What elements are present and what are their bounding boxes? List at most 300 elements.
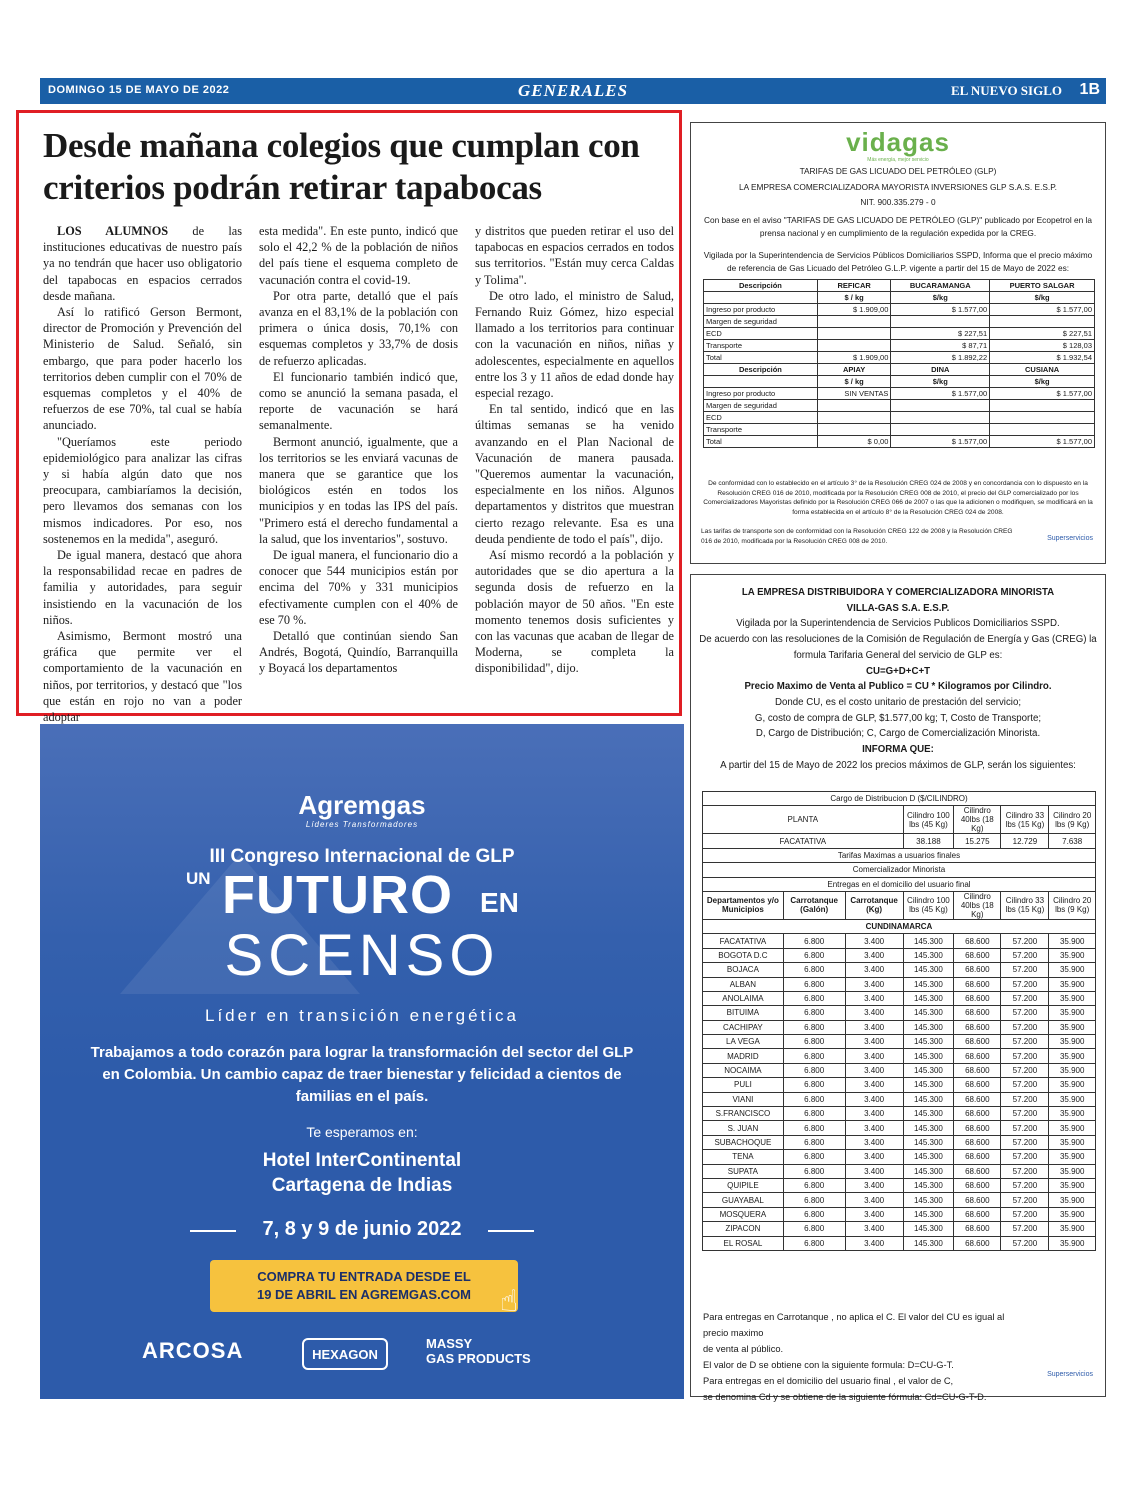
sponsor-arcosa-logo: ARCOSA — [142, 1338, 244, 1363]
table-cell: 6.800 — [783, 1150, 845, 1164]
article-paragraph: De igual manera, el funcionario dio a conocer que 544 municipios están por encima del 70% y 331 municipios efectivamente cumplen con el 40% de ese 70 %. — [259, 548, 458, 627]
table-cell: 35.900 — [1049, 1020, 1096, 1034]
table-cell: FACATATIVA — [703, 834, 904, 848]
ad-body-text: Trabajamos a todo corazón para lograr la transformación del sector del GLP en Colombia. Un cambio capaz de traer bienestar y felicidad a cientos de familias en el país. — [90, 1044, 634, 1105]
villagas-line: Vigilada por la Superintendencia de Servicios Publicos Domiciliarios SSPD. — [736, 618, 1060, 630]
table-cell: 6.800 — [783, 1006, 845, 1020]
villagas-notice — [690, 574, 1106, 1402]
table-cell: 145.300 — [903, 977, 954, 991]
table-cell: LA VEGA — [703, 1035, 784, 1049]
hexagon-name: HEXAGON — [312, 1347, 378, 1362]
table-cell: 145.300 — [903, 1035, 954, 1049]
table-cell: Comercializador Minorista — [703, 863, 1096, 877]
table-cell: SUPATA — [703, 1164, 784, 1178]
table-cell: $ 1.577,00 — [990, 304, 1095, 316]
table-cell: Cilindro 20 lbs (9 Kg) — [1049, 806, 1096, 834]
table-cell — [990, 412, 1095, 424]
table-cell: APIAY — [817, 364, 891, 376]
table-row — [703, 863, 1096, 877]
table-cell: Departamentos y/o Municipios — [703, 891, 784, 919]
table-cell: 68.600 — [954, 1236, 1001, 1250]
villagas-line: formula Tarifaria General del servicio de GLP es: — [793, 649, 1003, 661]
article-paragraph: En tal sentido, indicó que en las últimas semanas se ha venido avanzando en el Plan Nacional de Vacunación de manera pausada. "Queremos aumentar la vacunación, especialmente en los niños. Algunos departamentos y distritos que muestran cierto rezago relevante. Esa es una deuda pendiente de todo el país", dijo. — [475, 402, 674, 546]
table-cell: GUAYABAL — [703, 1193, 784, 1207]
table-row — [704, 364, 1095, 376]
slogan-en: EN — [480, 887, 519, 918]
villagas-price-table — [702, 791, 1096, 1251]
table-row — [703, 963, 1096, 977]
article-paragraph: Detalló que continúan siendo San Andrés, Bogotá, Quindío, Barranquilla y Boyacá los departamentos — [259, 629, 458, 676]
table-cell: 57.200 — [1001, 1193, 1049, 1207]
table-cell: 57.200 — [1001, 1035, 1049, 1049]
vidagas-notice — [690, 122, 1106, 564]
article-paragraph: De otro lado, el ministro de Salud, Fernando Ruiz Gómez, hizo especial llamado a los territorios para continuar con la vacunación en niños, niñas y adolescentes, especialmente en aquellos entre los 3 y 11 años de edad donde hay especial rezago. — [475, 288, 674, 401]
table-cell: 35.900 — [1049, 1078, 1096, 1092]
table-cell: MADRID — [703, 1049, 784, 1063]
table-cell: 57.200 — [1001, 1063, 1049, 1077]
villagas-footer — [703, 1309, 1025, 1405]
table-cell: Tarifas Maximas a usuarios finales — [703, 848, 1096, 862]
table-cell: 145.300 — [903, 1178, 954, 1192]
page-number: 1B — [1079, 81, 1100, 98]
table-row — [703, 1121, 1096, 1135]
table-row — [704, 436, 1095, 448]
article-paragraph: De igual manera, destacó que ahora la responsabilidad recae en padres de familia y autoridades, para seguir insistiendo en la vacunación de los niños. — [43, 548, 242, 627]
table-cell: $ / kg — [817, 292, 891, 304]
table-cell: 145.300 — [903, 948, 954, 962]
table-cell: FACATATIVA — [703, 934, 784, 948]
table-cell: Carrotanque (Galón) — [783, 891, 845, 919]
table-cell: 3.400 — [845, 1222, 903, 1236]
table-cell: $ 1.577,00 — [891, 304, 990, 316]
article-headline: Desde mañana colegios que cumplan con criterios podrán retirar tapabocas — [43, 126, 640, 207]
table-cell: 3.400 — [845, 1107, 903, 1121]
table-row — [704, 316, 1095, 328]
table-cell: 7.638 — [1049, 834, 1096, 848]
table-cell: Margen de seguridad — [704, 316, 818, 328]
ad-venue-intro: Te esperamos en: — [306, 1124, 418, 1140]
massy-line-1: MASSY — [426, 1336, 473, 1351]
table-cell: 68.600 — [954, 1006, 1001, 1020]
table-cell: 57.200 — [1001, 977, 1049, 991]
table-cell: 68.600 — [954, 1164, 1001, 1178]
table-cell: $/kg — [990, 292, 1095, 304]
table-cell: QUIPILE — [703, 1178, 784, 1192]
table-cell — [704, 376, 818, 388]
table-cell: 35.900 — [1049, 934, 1096, 948]
table-cell: 35.900 — [1049, 1006, 1096, 1020]
vidagas-title: TARIFAS DE GAS LICUADO DEL PETRÓLEO (GLP) — [799, 166, 997, 176]
table-cell: 57.200 — [1001, 948, 1049, 962]
table-cell: 57.200 — [1001, 1006, 1049, 1020]
table-cell: 145.300 — [903, 934, 954, 948]
table-cell: $ 87,71 — [891, 340, 990, 352]
table-cell: 6.800 — [783, 1020, 845, 1034]
table-cell: ECD — [704, 328, 818, 340]
table-cell: 57.200 — [1001, 934, 1049, 948]
table-cell: 57.200 — [1001, 1092, 1049, 1106]
table-cell: 3.400 — [845, 1078, 903, 1092]
cta-line-1: COMPRA TU ENTRADA DESDE EL — [257, 1269, 471, 1284]
table-cell: $ 227,51 — [891, 328, 990, 340]
table-cell: 68.600 — [954, 1222, 1001, 1236]
table-row — [703, 977, 1096, 991]
villagas-line: Donde CU, es el costo unitario de prestación del servicio; — [774, 696, 1022, 708]
table-cell: PULI — [703, 1078, 784, 1092]
table-row — [704, 388, 1095, 400]
table-cell: 145.300 — [903, 1020, 954, 1034]
agremgas-advertisement — [40, 724, 684, 1399]
table-cell: $ 128,03 — [990, 340, 1095, 352]
table-cell: PLANTA — [703, 806, 904, 834]
table-cell: Cilindro 100 lbs (45 Kg) — [903, 891, 954, 919]
villagas-footer-line: se denomina Cd y se obtiene de la siguiente fórmula: Cd=CU-G-T-D. — [703, 1392, 987, 1402]
table-cell: 3.400 — [845, 1092, 903, 1106]
table-cell: Descripción — [704, 364, 818, 376]
table-cell: Margen de seguridad — [704, 400, 818, 412]
vidagas-price-table — [703, 279, 1095, 448]
table-row — [703, 1135, 1096, 1149]
table-row — [703, 1020, 1096, 1034]
villagas-line: Precio Maximo de Venta al Publico = CU * Kilogramos por Cilindro. — [744, 681, 1052, 693]
table-cell: 57.200 — [1001, 1164, 1049, 1178]
table-cell: 6.800 — [783, 934, 845, 948]
table-cell: 3.400 — [845, 1035, 903, 1049]
table-cell: 6.800 — [783, 1078, 845, 1092]
table-cell: 6.800 — [783, 991, 845, 1005]
table-cell — [891, 412, 990, 424]
table-cell: 3.400 — [845, 1135, 903, 1149]
table-row — [703, 1107, 1096, 1121]
table-cell: SIN VENTAS — [817, 388, 891, 400]
ad-venue — [40, 1148, 684, 1198]
table-cell: Cilindro 20 lbs (9 Kg) — [1049, 891, 1096, 919]
table-row — [703, 934, 1096, 948]
table-cell: 57.200 — [1001, 1178, 1049, 1192]
table-cell: S.FRANCISCO — [703, 1107, 784, 1121]
table-cell: 35.900 — [1049, 1063, 1096, 1077]
cta-line-2: 19 DE ABRIL EN AGREMGAS.COM — [256, 1287, 472, 1302]
table-row — [703, 834, 1096, 848]
divider-right — [488, 1230, 534, 1232]
table-cell: ANOLAIMA — [703, 991, 784, 1005]
villagas-footer-line: Para entregas en el domicilio del usuario final , el valor de C, — [703, 1376, 954, 1386]
table-cell: 145.300 — [903, 1063, 954, 1077]
table-cell: 6.800 — [783, 1107, 845, 1121]
table-cell: 35.900 — [1049, 977, 1096, 991]
table-row — [703, 919, 1096, 933]
table-row — [703, 1164, 1096, 1178]
table-cell: 35.900 — [1049, 1164, 1096, 1178]
sponsor-hexagon-logo — [302, 1338, 388, 1370]
table-cell: 6.800 — [783, 1135, 845, 1149]
table-cell: 145.300 — [903, 1207, 954, 1221]
table-row — [704, 328, 1095, 340]
table-cell: Cargo de Distribucion D ($/CILINDRO) — [703, 792, 1096, 806]
table-cell — [817, 316, 891, 328]
table-cell: 3.400 — [845, 1049, 903, 1063]
table-cell: Ingreso por producto — [704, 388, 818, 400]
table-cell: 6.800 — [783, 1049, 845, 1063]
table-cell: CUSIANA — [990, 364, 1095, 376]
superservicios-logo: Superservicios — [1047, 535, 1093, 542]
table-cell: 145.300 — [903, 1150, 954, 1164]
table-cell: $ 1.577,00 — [990, 436, 1095, 448]
article-paragraph: El funcionario también indicó que, como se anunció la semana pasada, el reporte de vacunación se hará semanalmente. — [259, 369, 458, 433]
villagas-line: G, costo de compra de GLP, $1.577,00 kg; T, Costo de Transporte; — [754, 712, 1042, 724]
event-dates: 7, 8 y 9 de junio 2022 — [262, 1218, 462, 1240]
table-cell: 57.200 — [1001, 1078, 1049, 1092]
table-row — [703, 1236, 1096, 1250]
table-cell: 6.800 — [783, 977, 845, 991]
table-cell: 68.600 — [954, 948, 1001, 962]
vidagas-footer-2: Las tarifas de transporte son de conformidad con la Resolución CREG 122 de 2008 y la Resolución CREG 016 de 2010, modificada por la Resolución CREG 008 de 2010. — [701, 528, 1013, 545]
table-row — [703, 991, 1096, 1005]
table-cell: 68.600 — [954, 1135, 1001, 1149]
vidagas-logo: vidagas — [846, 127, 950, 157]
congress-title: III Congreso Internacional de GLP — [209, 846, 515, 867]
table-cell: 35.900 — [1049, 991, 1096, 1005]
table-cell: 68.600 — [954, 1049, 1001, 1063]
table-cell: BITUIMA — [703, 1006, 784, 1020]
article-paragraph: "Queríamos este periodo epidemiológico para analizar las cifras y si había algún dato que nos preocupara, cambiaríamos la decisión, pero llevamos dos semanas con los mismos indicadores. Por eso, nos sostenemos en la medida", aseguró. — [43, 434, 242, 546]
table-cell: 6.800 — [783, 1164, 845, 1178]
table-cell: 57.200 — [1001, 1107, 1049, 1121]
table-cell: 68.600 — [954, 1207, 1001, 1221]
table-cell: Descripción — [704, 280, 818, 292]
table-row — [703, 1193, 1096, 1207]
hand-cursor-icon: ☝ — [500, 1284, 519, 1319]
table-cell: 145.300 — [903, 1107, 954, 1121]
table-row — [703, 948, 1096, 962]
table-cell: 57.200 — [1001, 1020, 1049, 1034]
table-cell: 6.800 — [783, 1178, 845, 1192]
table-cell: 35.900 — [1049, 1236, 1096, 1250]
table-cell: 57.200 — [1001, 963, 1049, 977]
table-row — [703, 1178, 1096, 1192]
table-cell: TENA — [703, 1150, 784, 1164]
table-cell: 3.400 — [845, 948, 903, 962]
newspaper-name: EL NUEVO SIGLO — [951, 83, 1062, 98]
table-cell: 6.800 — [783, 1222, 845, 1236]
table-cell — [891, 424, 990, 436]
table-cell: 6.800 — [783, 1207, 845, 1221]
slogan-futuro: FUTURO — [222, 865, 453, 925]
slogan-scenso: SCENSO — [224, 923, 500, 988]
table-row — [704, 304, 1095, 316]
table-cell: 35.900 — [1049, 1092, 1096, 1106]
table-cell: $ 1.909,00 — [817, 304, 891, 316]
table-cell: 12.729 — [1001, 834, 1049, 848]
article-paragraph: Bermont anunció, igualmente, que a los territorios se les enviará vacunas de manera que se garantice que los biológicos estén en todos los municipios y en todas las IPS del país. "Primero está el derecho fundamental a la salud, que los inventarios", sostuvo. — [259, 434, 458, 546]
article-column-2 — [259, 223, 458, 677]
table-cell: 68.600 — [954, 1193, 1001, 1207]
table-cell: BUCARAMANGA — [891, 280, 990, 292]
table-cell — [817, 400, 891, 412]
table-cell: 57.200 — [1001, 1236, 1049, 1250]
table-cell: 68.600 — [954, 1035, 1001, 1049]
table-cell: MOSQUERA — [703, 1207, 784, 1221]
table-cell: 3.400 — [845, 1236, 903, 1250]
table-cell: 145.300 — [903, 1121, 954, 1135]
venue-line-1: Hotel InterContinental — [262, 1150, 462, 1171]
table-cell: 145.300 — [903, 1078, 954, 1092]
table-cell: 6.800 — [783, 1193, 845, 1207]
table-cell: 35.900 — [1049, 963, 1096, 977]
table-cell: 68.600 — [954, 991, 1001, 1005]
table-cell: 3.400 — [845, 934, 903, 948]
vidagas-nit: NIT. 900.335.279 - 0 — [860, 197, 936, 207]
table-cell: $ 1.577,00 — [891, 436, 990, 448]
table-cell: 35.900 — [1049, 948, 1096, 962]
table-cell: 35.900 — [1049, 1107, 1096, 1121]
table-cell: $/kg — [891, 376, 990, 388]
villagas-line: De acuerdo con las resoluciones de la Comisión de Regulación de Energía y Gas (CREG) la — [699, 634, 1097, 646]
table-cell: $ / kg — [817, 376, 891, 388]
table-cell: 35.900 — [1049, 1135, 1096, 1149]
table-row — [703, 1049, 1096, 1063]
villagas-footer-line: El valor de D se obtiene con la siguiente formula: D=CU-G-T. — [703, 1360, 954, 1370]
table-row — [704, 412, 1095, 424]
table-cell: 68.600 — [954, 1107, 1001, 1121]
table-cell — [817, 340, 891, 352]
table-cell — [817, 328, 891, 340]
table-row — [704, 292, 1095, 304]
table-cell: 57.200 — [1001, 1121, 1049, 1135]
table-cell: $ 0,00 — [817, 436, 891, 448]
table-cell: SUBACHOQUE — [703, 1135, 784, 1149]
table-cell: 3.400 — [845, 963, 903, 977]
table-cell: CUNDINAMARCA — [703, 919, 1096, 933]
superservicios-logo: Superservicios — [1047, 1371, 1093, 1378]
page-header-bar — [40, 78, 1106, 104]
table-cell: Cilindro 33 lbs (15 Kg) — [1001, 891, 1049, 919]
table-cell: 6.800 — [783, 963, 845, 977]
table-cell: NOCAIMA — [703, 1063, 784, 1077]
vidagas-intro: Con base en el aviso "TARIFAS DE GAS LICUADO DE PETRÓLEO (GLP)" publicado por Ecopetrol en la prensa nacional y en cumplimiento de la regulación expedida por la CREG. — [703, 215, 1093, 238]
table-cell: 3.400 — [845, 1063, 903, 1077]
table-cell: 35.900 — [1049, 1150, 1096, 1164]
table-cell — [990, 400, 1095, 412]
table-cell: 68.600 — [954, 1178, 1001, 1192]
table-cell: 68.600 — [954, 977, 1001, 991]
table-cell: $ 1.909,00 — [817, 352, 891, 364]
article-paragraph: Así lo ratificó Gerson Bermont, director de Promoción y Prevención del Ministerio de Salud. Señaló, sin embargo, que para poder hacerlo los territorios deben cumplir con el 70% de esquemas completos y el 40% de refuerzos de ese 70%, tal cual se había anunciado. — [43, 305, 242, 433]
table-cell: 3.400 — [845, 1164, 903, 1178]
table-cell: $ 227,51 — [990, 328, 1095, 340]
table-cell: 35.900 — [1049, 1035, 1096, 1049]
table-cell: 57.200 — [1001, 991, 1049, 1005]
table-cell: 145.300 — [903, 1236, 954, 1250]
table-cell: 68.600 — [954, 1092, 1001, 1106]
table-cell — [990, 424, 1095, 436]
issue-date: DOMINGO 15 DE MAYO DE 2022 — [48, 84, 230, 96]
table-row — [704, 400, 1095, 412]
table-cell: 68.600 — [954, 934, 1001, 948]
table-cell: 3.400 — [845, 1020, 903, 1034]
table-cell: 35.900 — [1049, 1222, 1096, 1236]
table-cell — [891, 316, 990, 328]
table-cell: Cilindro 40lbs (18 Kg) — [954, 891, 1001, 919]
article-paragraph: y distritos que pueden retirar el uso del tapabocas en espacios cerrados en todos sus territorios. "Están muy cerca Caldas y Tolima". — [475, 224, 674, 287]
table-cell: REFICAR — [817, 280, 891, 292]
table-row — [703, 1207, 1096, 1221]
table-cell: 35.900 — [1049, 1207, 1096, 1221]
table-cell: DINA — [891, 364, 990, 376]
table-cell: Ingreso por producto — [704, 304, 818, 316]
article-text: de las instituciones educativas de nuestro país ya no tendrán que hacer uso obligatorio del tapabocas en espacios cerrados desde mañana. — [43, 224, 243, 303]
table-cell: 68.600 — [954, 1063, 1001, 1077]
buy-ticket-button[interactable] — [210, 1260, 518, 1312]
table-cell: 145.300 — [903, 1092, 954, 1106]
table-cell: 57.200 — [1001, 1135, 1049, 1149]
vidagas-vigilada: Vigilada por la Superintendencia de Servicios Públicos Domiciliarios SSPD, Informa que el precio máximo de referencia de Gas Licuado del Petróleo G.L.P. vigente a partir del 15 de Mayo de 2022 es: — [703, 250, 1093, 273]
table-cell: Transporte — [704, 424, 818, 436]
table-cell: Cilindro 33 lbs (15 Kg) — [1001, 806, 1049, 834]
agremgas-tagline: Líderes Transformadores — [305, 820, 419, 829]
ad-subtitle: Líder en transición energética — [205, 1006, 519, 1025]
table-row — [703, 1222, 1096, 1236]
slogan-un: UN — [186, 869, 211, 888]
table-cell: 3.400 — [845, 1193, 903, 1207]
table-cell: VIANI — [703, 1092, 784, 1106]
table-cell: 68.600 — [954, 1150, 1001, 1164]
table-cell: 6.800 — [783, 1063, 845, 1077]
section-title: GENERALES — [517, 81, 629, 100]
table-row — [703, 1078, 1096, 1092]
table-cell: 145.300 — [903, 1193, 954, 1207]
table-cell: 3.400 — [845, 1178, 903, 1192]
villagas-header-text — [699, 585, 1097, 773]
table-cell: 145.300 — [903, 1049, 954, 1063]
table-row — [703, 877, 1096, 891]
table-cell: 68.600 — [954, 963, 1001, 977]
article-paragraph: Así mismo recordó a la población y autoridades que se dio apertura a la segunda dosis de refuerzo en la población mayor de 50 años. "En este momento tenemos dosis suficientes y con las vacunas que acaban de llegar de Moderna, se completa la disponibilidad", dijo. — [475, 548, 674, 676]
table-cell: 3.400 — [845, 1121, 903, 1135]
table-cell: 68.600 — [954, 1020, 1001, 1034]
massy-line-2: GAS PRODUCTS — [426, 1351, 531, 1366]
table-cell: 145.300 — [903, 963, 954, 977]
villagas-line: LA EMPRESA DISTRIBUIDORA Y COMERCIALIZADORA MINORISTA — [741, 587, 1055, 598]
table-cell — [990, 316, 1095, 328]
table-row — [703, 1092, 1096, 1106]
table-cell: $ 1.577,00 — [891, 388, 990, 400]
table-row — [703, 1150, 1096, 1164]
table-cell: $/kg — [891, 292, 990, 304]
vidagas-tagline: Más energía, mejor servicio — [867, 157, 929, 163]
table-cell: 38.188 — [903, 834, 954, 848]
table-cell: $ 1.932,54 — [990, 352, 1095, 364]
table-row — [703, 1035, 1096, 1049]
article-paragraph — [43, 223, 242, 304]
table-row — [704, 376, 1095, 388]
table-cell: ZIPACON — [703, 1222, 784, 1236]
table-row — [703, 848, 1096, 862]
villagas-formula: CU=G+D+C+T — [865, 665, 931, 677]
table-cell: 68.600 — [954, 1121, 1001, 1135]
villagas-line: A partir del 15 de Mayo de 2022 los precios máximos de GLP, serán los siguientes: — [720, 759, 1076, 771]
table-row — [704, 352, 1095, 364]
table-cell: ECD — [704, 412, 818, 424]
article-paragraph: esta medida". En este punto, indicó que solo el 42,2 % de la población de niños del país tiene el esquema completo de vacunación contra el covid-19. — [259, 224, 458, 287]
vidagas-company: LA EMPRESA COMERCIALIZADORA MAYORISTA INVERSIONES GLP S.A.S. E.S.P. — [739, 182, 1057, 192]
table-cell — [817, 412, 891, 424]
article-paragraph: Asimismo, Bermont mostró una gráfica que permite ver el comportamiento de la vacunación en niños, por territorios, y destacó que "los que están en rojo no van a poder adoptar — [43, 629, 242, 725]
table-cell: Transporte — [704, 340, 818, 352]
table-row — [703, 806, 1096, 834]
villagas-line: D, Cargo de Distribución; C, Cargo de Comercialización Minorista. — [755, 728, 1041, 740]
table-cell: 57.200 — [1001, 1150, 1049, 1164]
